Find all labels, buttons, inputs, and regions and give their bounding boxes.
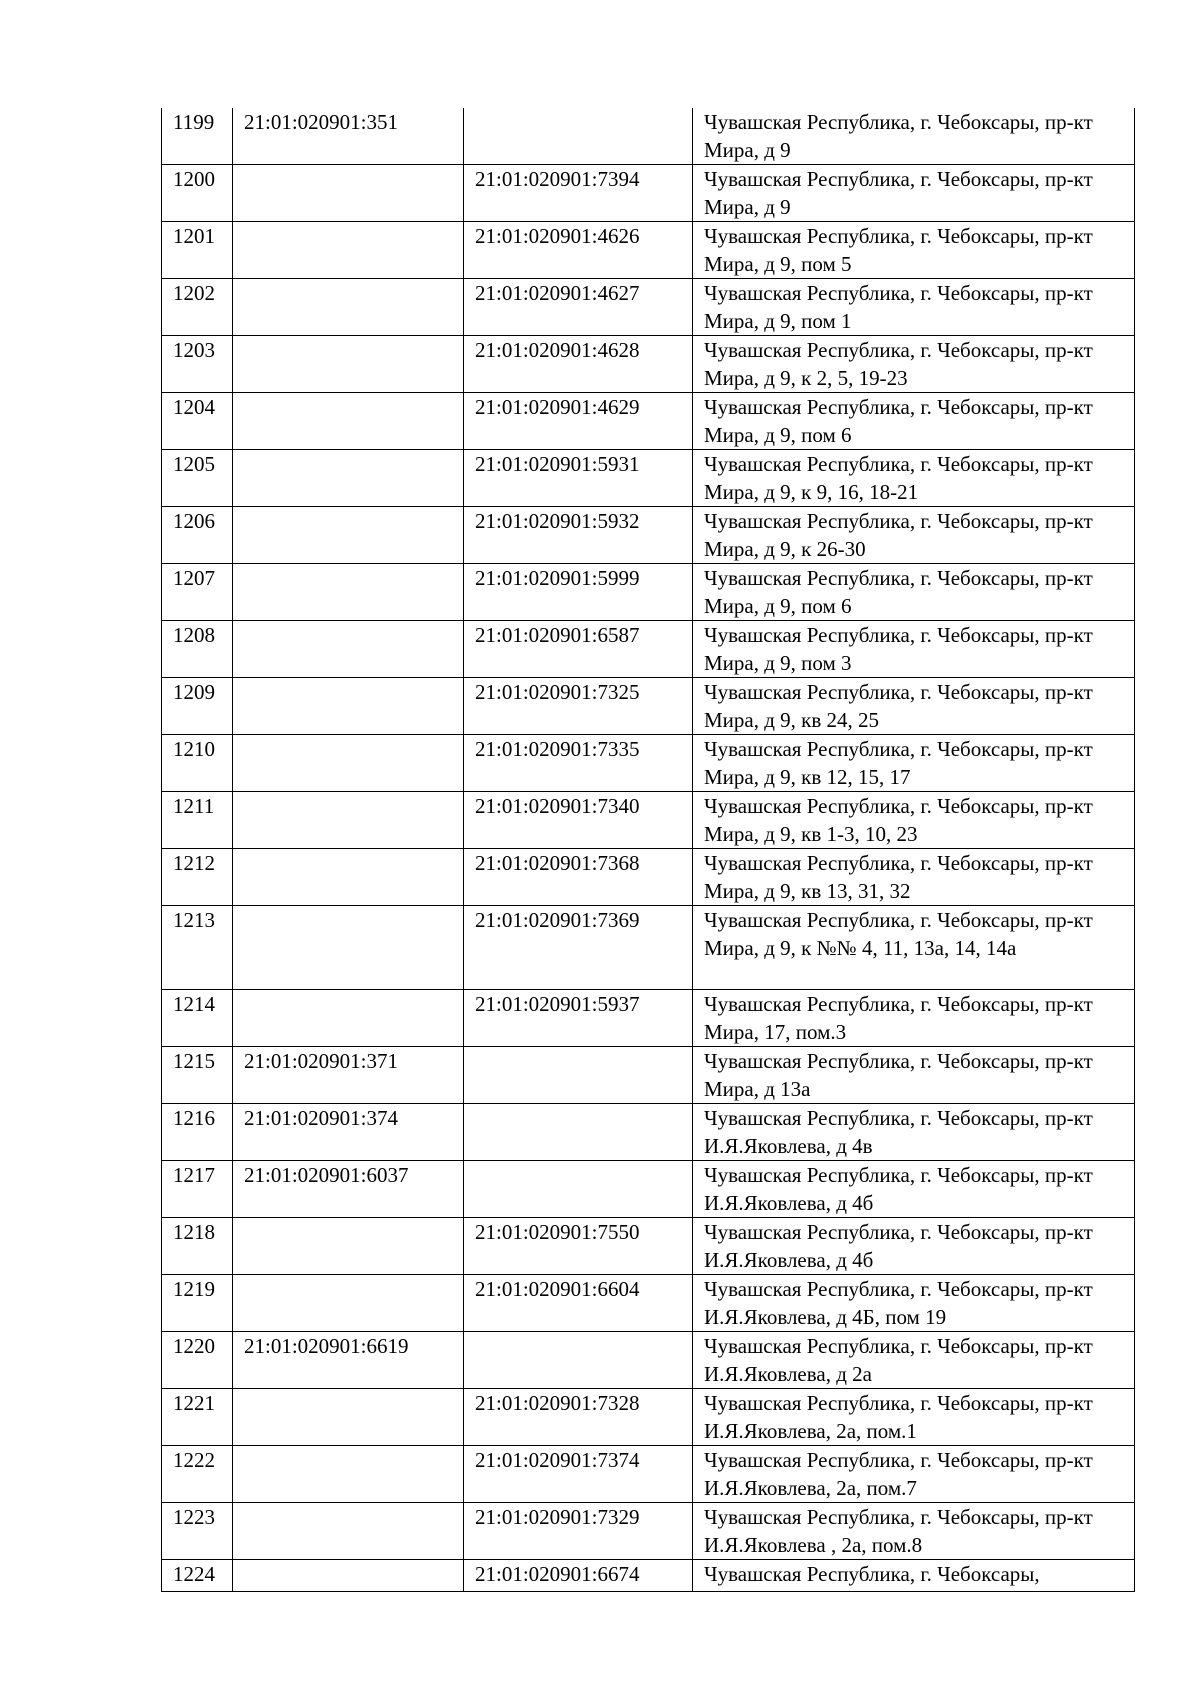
building-cadastral-number-cell: 21:01:020901:4628 xyxy=(464,336,693,393)
row-number-cell: 1208 xyxy=(162,621,233,678)
row-number-cell: 1210 xyxy=(162,735,233,792)
row-number-cell: 1206 xyxy=(162,507,233,564)
table-row xyxy=(162,450,1135,507)
building-cadastral-number-cell: 21:01:020901:7325 xyxy=(464,678,693,735)
address-cell: Чувашская Республика, г. Чебоксары, xyxy=(693,1560,1135,1592)
building-cadastral-number-cell: 21:01:020901:6674 xyxy=(464,1560,693,1592)
building-cadastral-number-cell: 21:01:020901:7369 xyxy=(464,906,693,990)
land-cadastral-number-cell xyxy=(233,564,464,621)
building-cadastral-number-cell: 21:01:020901:4627 xyxy=(464,279,693,336)
address-cell: Чувашская Республика, г. Чебоксары, пр-кт И.Я.Яковлева, д 4Б, пом 19 xyxy=(693,1275,1135,1332)
row-number-cell: 1224 xyxy=(162,1560,233,1592)
row-number-cell: 1201 xyxy=(162,222,233,279)
land-cadastral-number-cell xyxy=(233,621,464,678)
table-row xyxy=(162,507,1135,564)
land-cadastral-number-cell xyxy=(233,279,464,336)
land-cadastral-number-cell xyxy=(233,222,464,279)
building-cadastral-number-cell: 21:01:020901:6587 xyxy=(464,621,693,678)
row-number-cell: 1220 xyxy=(162,1332,233,1389)
address-cell: Чувашская Республика, г. Чебоксары, пр-кт И.Я.Яковлева, д 4б xyxy=(693,1218,1135,1275)
row-number-cell: 1213 xyxy=(162,906,233,990)
row-number-cell: 1207 xyxy=(162,564,233,621)
land-cadastral-number-cell xyxy=(233,1389,464,1446)
row-number-cell: 1222 xyxy=(162,1446,233,1503)
land-cadastral-number-cell xyxy=(233,450,464,507)
row-number-cell: 1215 xyxy=(162,1047,233,1104)
land-cadastral-number-cell xyxy=(233,507,464,564)
row-number-cell: 1223 xyxy=(162,1503,233,1560)
building-cadastral-number-cell: 21:01:020901:5937 xyxy=(464,990,693,1047)
building-cadastral-number-cell: 21:01:020901:5931 xyxy=(464,450,693,507)
row-number-cell: 1200 xyxy=(162,165,233,222)
building-cadastral-number-cell xyxy=(464,108,693,165)
building-cadastral-number-cell: 21:01:020901:6604 xyxy=(464,1275,693,1332)
table-row xyxy=(162,906,1135,990)
address-cell: Чувашская Республика, г. Чебоксары, пр-кт И.Я.Яковлева, д 4в xyxy=(693,1104,1135,1161)
land-cadastral-number-cell xyxy=(233,735,464,792)
table-row xyxy=(162,792,1135,849)
land-cadastral-number-cell: 21:01:020901:374 xyxy=(233,1104,464,1161)
land-cadastral-number-cell xyxy=(233,1218,464,1275)
building-cadastral-number-cell xyxy=(464,1104,693,1161)
table-row xyxy=(162,1503,1135,1560)
address-cell: Чувашская Республика, г. Чебоксары, пр-кт И.Я.Яковлева , 2а, пом.8 xyxy=(693,1503,1135,1560)
building-cadastral-number-cell: 21:01:020901:7394 xyxy=(464,165,693,222)
row-number-cell: 1219 xyxy=(162,1275,233,1332)
land-cadastral-number-cell xyxy=(233,990,464,1047)
row-number-cell: 1218 xyxy=(162,1218,233,1275)
building-cadastral-number-cell: 21:01:020901:4629 xyxy=(464,393,693,450)
building-cadastral-number-cell: 21:01:020901:7335 xyxy=(464,735,693,792)
address-cell: Чувашская Республика, г. Чебоксары, пр-кт Мира, 17, пом.3 xyxy=(693,990,1135,1047)
address-cell: Чувашская Республика, г. Чебоксары, пр-кт Мира, д 13а xyxy=(693,1047,1135,1104)
building-cadastral-number-cell xyxy=(464,1047,693,1104)
address-cell: Чувашская Республика, г. Чебоксары, пр-кт Мира, д 9, кв 12, 15, 17 xyxy=(693,735,1135,792)
address-cell: Чувашская Республика, г. Чебоксары, пр-кт И.Я.Яковлева, 2а, пом.1 xyxy=(693,1389,1135,1446)
address-cell: Чувашская Республика, г. Чебоксары, пр-кт И.Я.Яковлева, д 4б xyxy=(693,1161,1135,1218)
building-cadastral-number-cell: 21:01:020901:7329 xyxy=(464,1503,693,1560)
table-row xyxy=(162,336,1135,393)
table-row xyxy=(162,279,1135,336)
land-cadastral-number-cell: 21:01:020901:351 xyxy=(233,108,464,165)
table-row xyxy=(162,564,1135,621)
table-row xyxy=(162,990,1135,1047)
row-number-cell: 1199 xyxy=(162,108,233,165)
address-cell: Чувашская Республика, г. Чебоксары, пр-кт И.Я.Яковлева, д 2а xyxy=(693,1332,1135,1389)
address-cell: Чувашская Республика, г. Чебоксары, пр-кт Мира, д 9, пом 5 xyxy=(693,222,1135,279)
table-row xyxy=(162,1047,1135,1104)
address-cell: Чувашская Республика, г. Чебоксары, пр-кт Мира, д 9, к №№ 4, 11, 13а, 14, 14а xyxy=(693,906,1135,990)
land-cadastral-number-cell xyxy=(233,1503,464,1560)
table-row xyxy=(162,165,1135,222)
table-row xyxy=(162,735,1135,792)
table-row xyxy=(162,393,1135,450)
table-row xyxy=(162,1332,1135,1389)
building-cadastral-number-cell: 21:01:020901:5932 xyxy=(464,507,693,564)
row-number-cell: 1212 xyxy=(162,849,233,906)
table-row xyxy=(162,849,1135,906)
address-cell: Чувашская Республика, г. Чебоксары, пр-кт И.Я.Яковлева, 2а, пом.7 xyxy=(693,1446,1135,1503)
building-cadastral-number-cell: 21:01:020901:5999 xyxy=(464,564,693,621)
land-cadastral-number-cell xyxy=(233,906,464,990)
table-row xyxy=(162,1560,1135,1592)
row-number-cell: 1209 xyxy=(162,678,233,735)
table-row xyxy=(162,1218,1135,1275)
address-cell: Чувашская Республика, г. Чебоксары, пр-кт Мира, д 9, пом 6 xyxy=(693,564,1135,621)
address-cell: Чувашская Республика, г. Чебоксары, пр-кт Мира, д 9, к 26-30 xyxy=(693,507,1135,564)
land-cadastral-number-cell xyxy=(233,792,464,849)
row-number-cell: 1214 xyxy=(162,990,233,1047)
address-cell: Чувашская Республика, г. Чебоксары, пр-кт Мира, д 9, кв 1-3, 10, 23 xyxy=(693,792,1135,849)
land-cadastral-number-cell xyxy=(233,393,464,450)
land-cadastral-number-cell xyxy=(233,1560,464,1592)
land-cadastral-number-cell xyxy=(233,849,464,906)
row-number-cell: 1217 xyxy=(162,1161,233,1218)
address-cell: Чувашская Республика, г. Чебоксары, пр-кт Мира, д 9, пом 6 xyxy=(693,393,1135,450)
row-number-cell: 1203 xyxy=(162,336,233,393)
row-number-cell: 1221 xyxy=(162,1389,233,1446)
building-cadastral-number-cell xyxy=(464,1161,693,1218)
table-row xyxy=(162,1446,1135,1503)
table-body xyxy=(162,108,1135,1592)
land-cadastral-number-cell xyxy=(233,678,464,735)
building-cadastral-number-cell xyxy=(464,1332,693,1389)
building-cadastral-number-cell: 21:01:020901:7374 xyxy=(464,1446,693,1503)
land-cadastral-number-cell xyxy=(233,1275,464,1332)
land-cadastral-number-cell: 21:01:020901:6619 xyxy=(233,1332,464,1389)
table-row xyxy=(162,621,1135,678)
table-row xyxy=(162,1275,1135,1332)
address-cell: Чувашская Республика, г. Чебоксары, пр-кт Мира, д 9, к 9, 16, 18-21 xyxy=(693,450,1135,507)
cadastral-table xyxy=(161,108,1135,1592)
table-row xyxy=(162,222,1135,279)
table-row xyxy=(162,678,1135,735)
land-cadastral-number-cell xyxy=(233,165,464,222)
address-cell: Чувашская Республика, г. Чебоксары, пр-кт Мира, д 9 xyxy=(693,165,1135,222)
land-cadastral-number-cell xyxy=(233,1446,464,1503)
land-cadastral-number-cell xyxy=(233,336,464,393)
row-number-cell: 1211 xyxy=(162,792,233,849)
building-cadastral-number-cell: 21:01:020901:7550 xyxy=(464,1218,693,1275)
building-cadastral-number-cell: 21:01:020901:7368 xyxy=(464,849,693,906)
table-row xyxy=(162,1389,1135,1446)
table-row xyxy=(162,1161,1135,1218)
address-cell: Чувашская Республика, г. Чебоксары, пр-кт Мира, д 9 xyxy=(693,108,1135,165)
row-number-cell: 1204 xyxy=(162,393,233,450)
address-cell: Чувашская Республика, г. Чебоксары, пр-кт Мира, д 9, пом 3 xyxy=(693,621,1135,678)
building-cadastral-number-cell: 21:01:020901:4626 xyxy=(464,222,693,279)
address-cell: Чувашская Республика, г. Чебоксары, пр-кт Мира, д 9, пом 1 xyxy=(693,279,1135,336)
row-number-cell: 1205 xyxy=(162,450,233,507)
table-row xyxy=(162,1104,1135,1161)
address-cell: Чувашская Республика, г. Чебоксары, пр-кт Мира, д 9, кв 13, 31, 32 xyxy=(693,849,1135,906)
row-number-cell: 1216 xyxy=(162,1104,233,1161)
address-cell: Чувашская Республика, г. Чебоксары, пр-кт Мира, д 9, кв 24, 25 xyxy=(693,678,1135,735)
building-cadastral-number-cell: 21:01:020901:7340 xyxy=(464,792,693,849)
building-cadastral-number-cell: 21:01:020901:7328 xyxy=(464,1389,693,1446)
land-cadastral-number-cell: 21:01:020901:6037 xyxy=(233,1161,464,1218)
table-row xyxy=(162,108,1135,165)
row-number-cell: 1202 xyxy=(162,279,233,336)
land-cadastral-number-cell: 21:01:020901:371 xyxy=(233,1047,464,1104)
address-cell: Чувашская Республика, г. Чебоксары, пр-кт Мира, д 9, к 2, 5, 19-23 xyxy=(693,336,1135,393)
